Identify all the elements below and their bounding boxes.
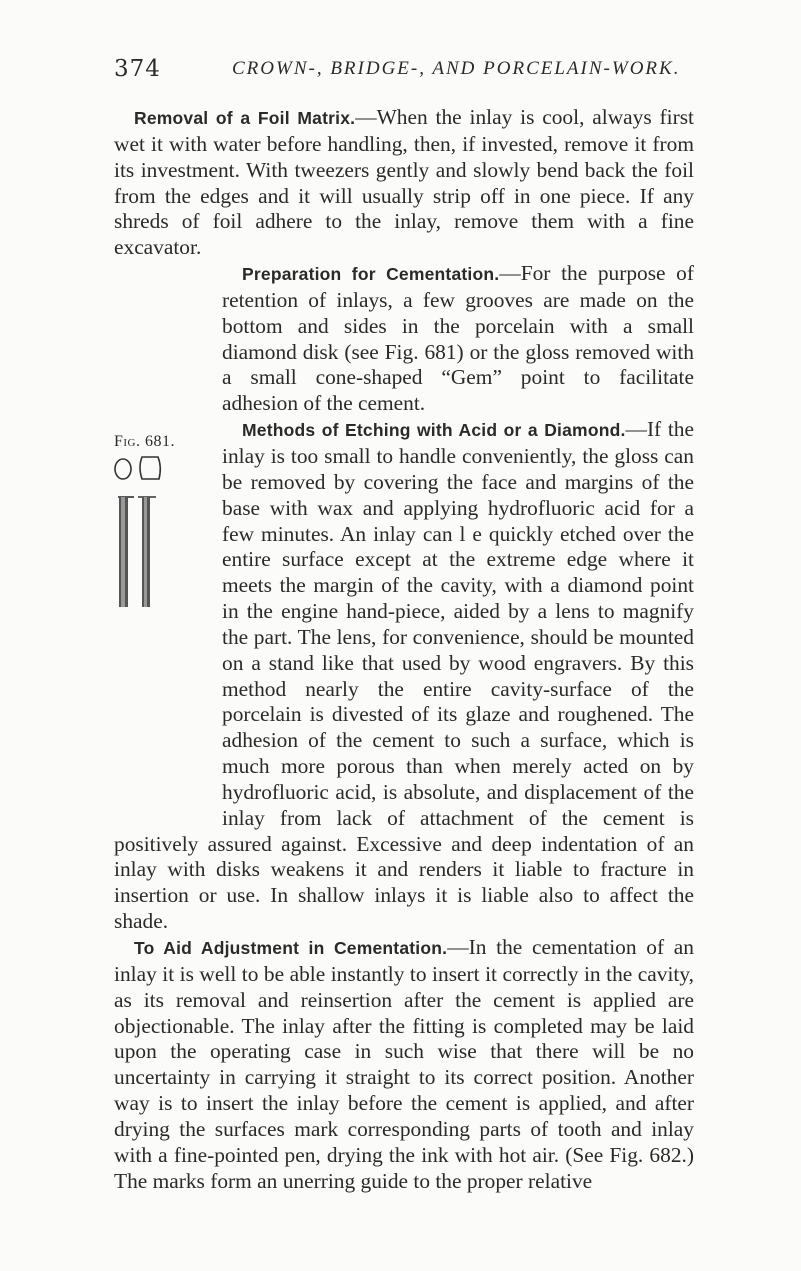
paragraph-text: —When the inlay is cool, always first wet it with water before handling, then, if invested, remove it from its investment. With tweezers gently and slowly bend back the foil from the edges and it will usually strip off in one piece. If any shreds of foil adhere to the inlay, remove them with a fine excavator.: [114, 105, 694, 260]
page-number: 374: [114, 56, 161, 82]
figure-681: [114, 261, 212, 809]
paragraph-removal-of-foil-matrix: [114, 105, 694, 261]
page-header: [114, 56, 801, 86]
running-title: CROWN-, BRIDGE-, AND PORCELAIN-WORK.: [232, 58, 681, 79]
figure-caption: Fig. 681.: [114, 433, 176, 451]
porcelain-inlay-illustration: [114, 453, 164, 623]
paragraph-text: —If the inlay is too small to handle conveniently, the gloss can be removed by covering the face and margins of the base with wax and applying hydrofluoric acid for a few minutes. An inlay can l e quickly etched over the entire surface except at the extreme edge where it meets the margin of the cavity, with a diamond point in the engine hand-piece, aided by a lens to magnify the part. The lens, for convenience, should be mounted on a stand like that used by wood engravers. By this method nearly the entire cavity-surface of the porcelain is divested of its glaze and roughened. The adhesion of the cement to such a surface, which is much more porous than when merely acted on by hydrofluoric acid, is absolute, and displacement of the inlay from lack of attachment of the cement is positively assured against. Excessive and deep indentation of an inlay with disks weakens it and renders it liable to fracture in insertion or use. In shallow inlays it is liable also to affect the shade.: [114, 417, 694, 934]
paragraph-text: —In the cementation of an inlay it is well to be able instantly to insert it correctly in the cavity, as its removal and reinsertion after the cement is applied are objectionable. The inlay after the fitting is completed may be laid upon the operating case in such wise that there will be no uncertainty in carrying it straight to its correct position. Another way is to insert the inlay before the cement is applied, and after drying the surfaces mark corresponding parts of tooth and inlay with a fine-pointed pen, drying the ink with hot air. (See Fig. 682.) The marks form an unerring guide to the proper relative: [114, 935, 694, 1193]
paragraph-text: —For the purpose of retention of inlays, a few grooves are made on the bottom and sides in the porcelain with a small diamond disk (see Fig. 681) or the gloss removed with a small cone-shaped “Gem” point to facilitate adhesion of the cement.: [222, 261, 695, 416]
section-heading: Methods of Etching with Acid or a Diamond.: [242, 420, 626, 441]
section-heading: Preparation for Cementation.: [242, 264, 500, 285]
paragraph-aid-adjustment: [114, 935, 694, 1194]
body-text: [114, 105, 694, 1194]
section-heading: Removal of a Foil Matrix.: [134, 108, 356, 128]
section-heading: To Aid Adjustment in Cementation.: [134, 938, 448, 958]
